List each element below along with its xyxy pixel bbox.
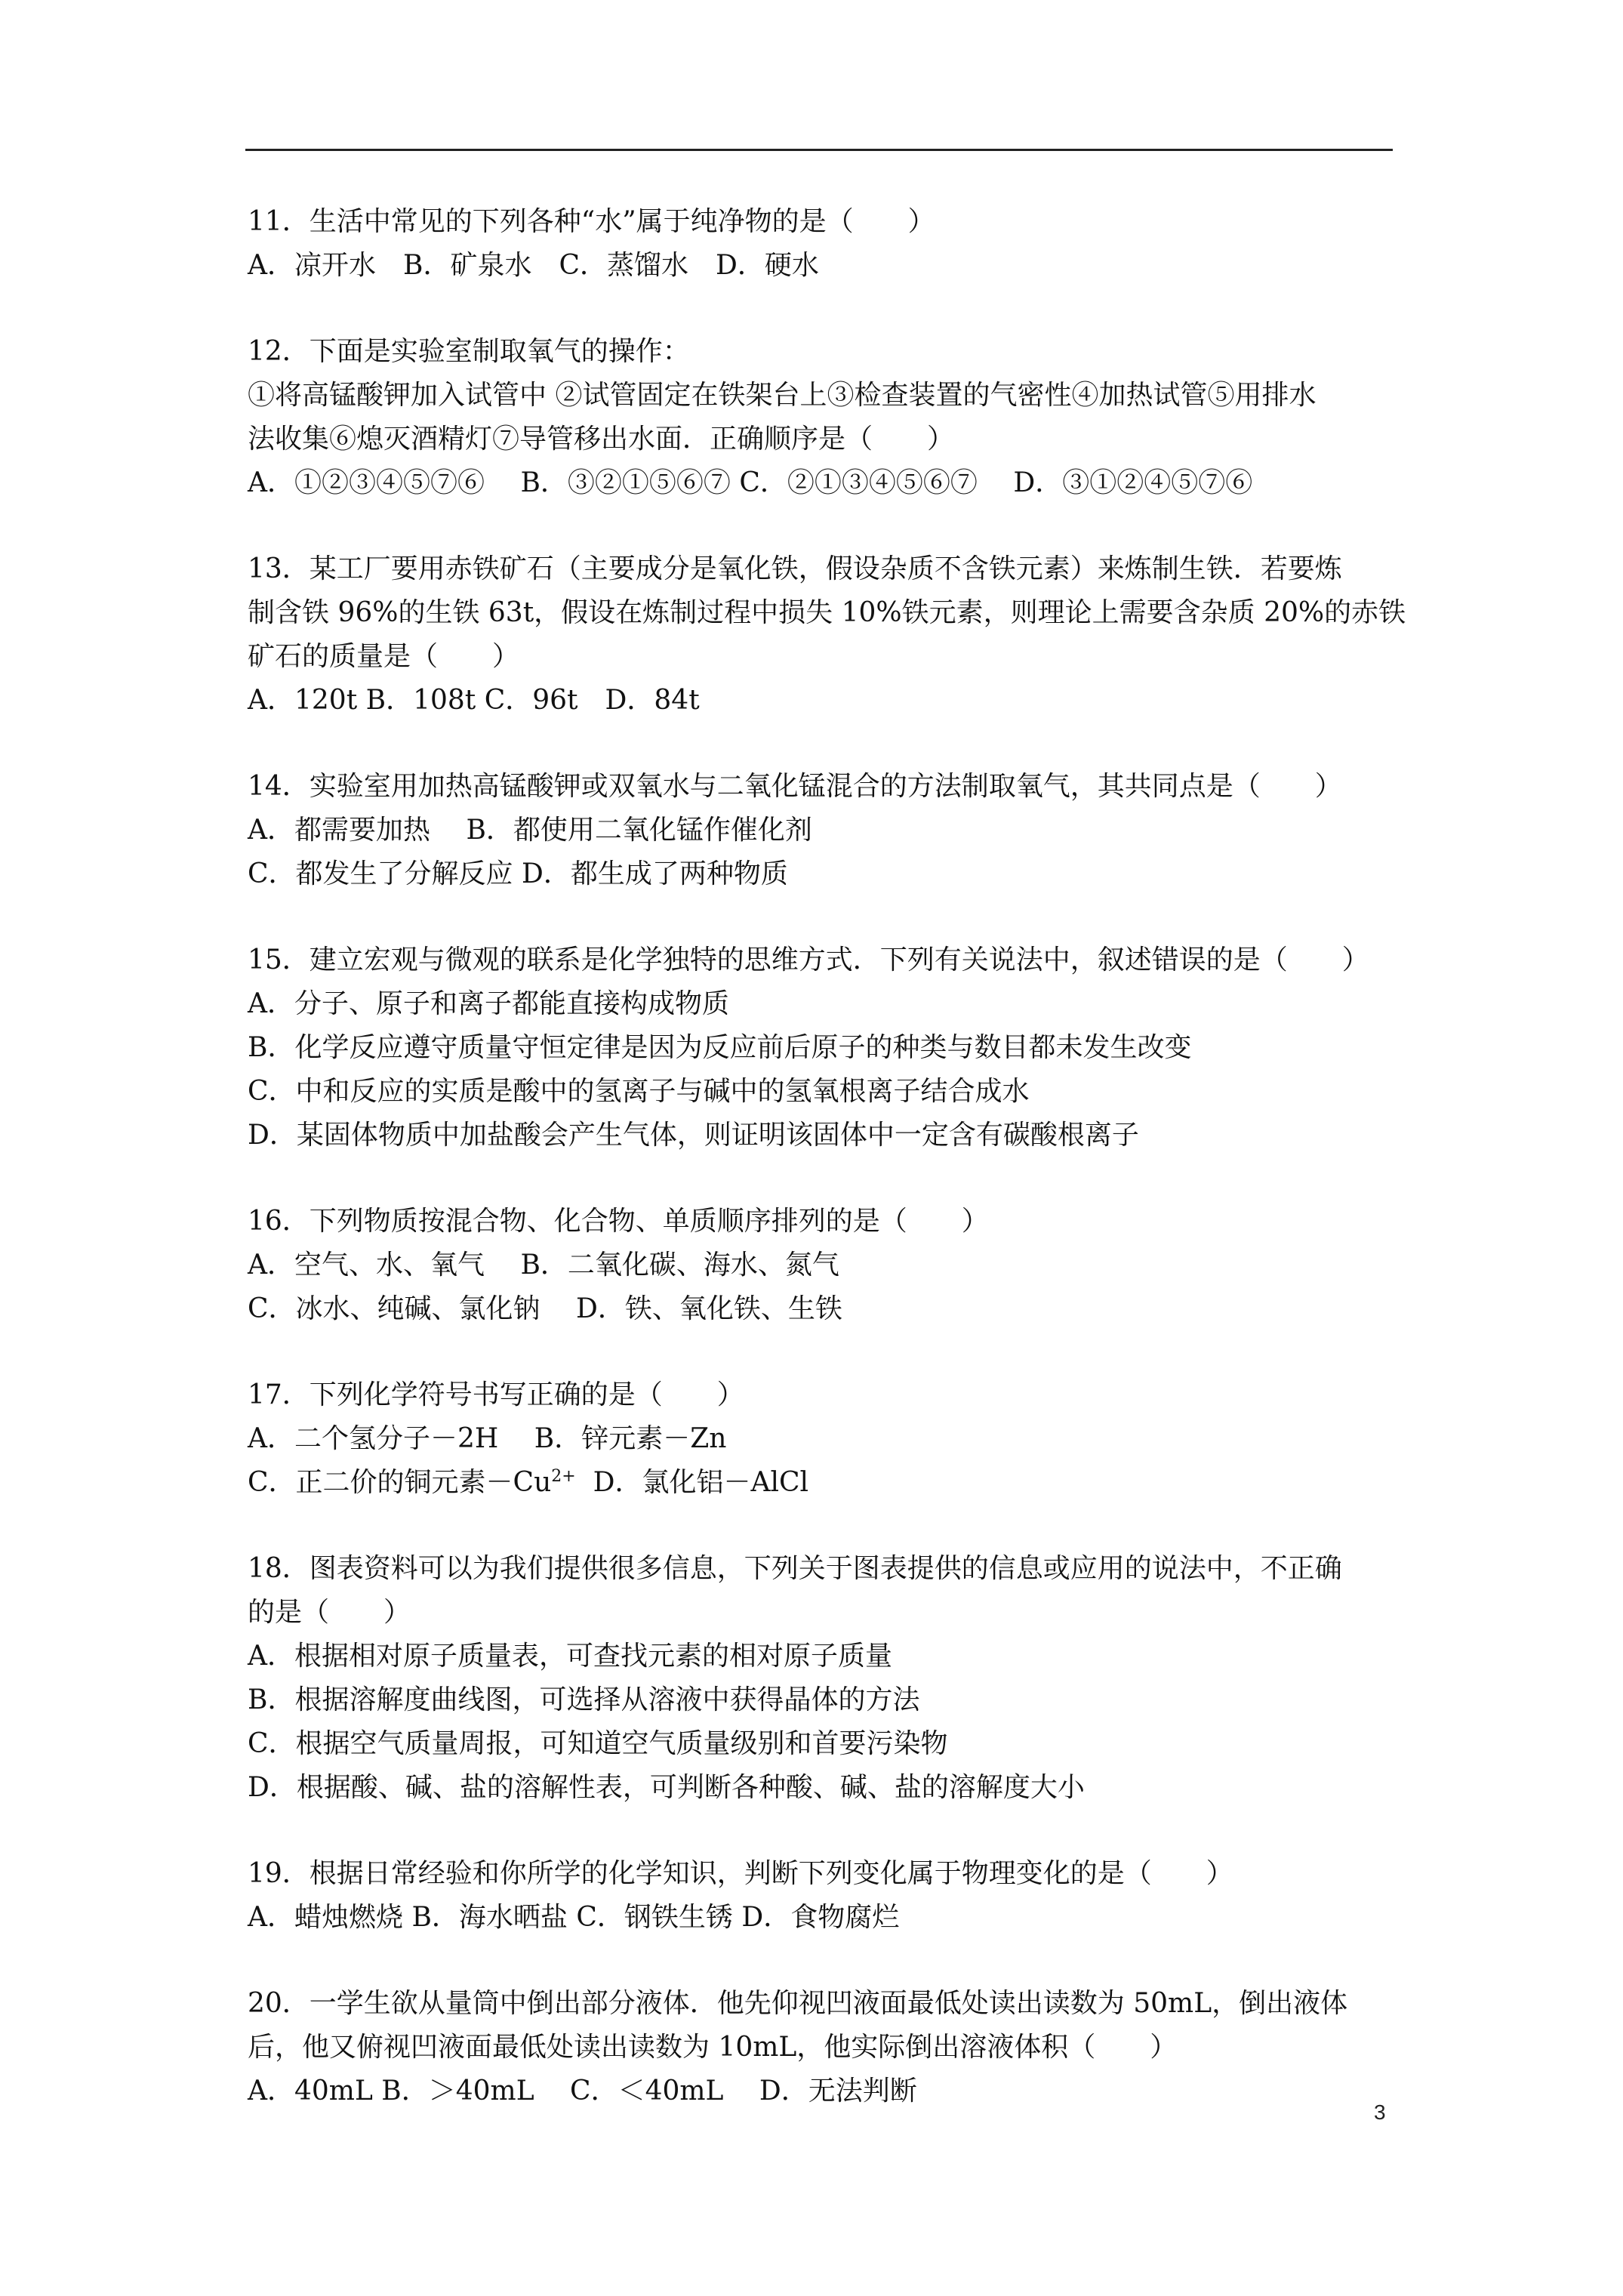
line-text: A．①②③④⑤⑦⑥ B．③②①⑤⑥⑦ C．②①③④⑤⑥⑦ D．③①②④⑤⑦⑥: [248, 467, 1253, 498]
line-text: 矿石的质量是（ ）: [248, 641, 520, 672]
question-stem: [248, 1547, 1395, 1591]
page-number: 3: [1374, 2100, 1386, 2124]
line-text: 制含铁 96%的生铁 63t，假设在炼制过程中损失 10%铁元素，则理论上需要含杂质 20%的赤铁: [248, 597, 1406, 628]
line-text: 18．图表资料可以为我们提供很多信息，下列关于图表提供的信息或应用的说法中，不正确: [248, 1553, 1342, 1584]
line-text: 15．建立宏观与微观的联系是化学独特的思维方式．下列有关说法中，叙述错误的是（ ）: [248, 945, 1369, 975]
question-line: [248, 418, 1395, 461]
question-line: [248, 591, 1406, 635]
question-q16: [248, 1200, 1395, 1331]
question-line: [248, 461, 1395, 505]
question-stem: [248, 938, 1395, 982]
line-text-continued: D．氯化铝－AlCl: [575, 1467, 809, 1498]
line-text: B．根据溶解度曲线图，可选择从溶液中获得晶体的方法: [248, 1684, 920, 1715]
question-line: [248, 1722, 1395, 1766]
line-text: A．蜡烛燃烧 B．海水晒盐 C．钢铁生锈 D．食物腐烂: [248, 1902, 900, 1933]
question-line: [248, 1026, 1395, 1070]
line-text: A．根据相对原子质量表，可查找元素的相对原子质量: [248, 1641, 892, 1672]
question-line: [248, 1896, 1395, 1940]
line-text: 的是（ ）: [248, 1597, 411, 1628]
question-line: [248, 2069, 1395, 2113]
line-text: C．中和反应的实质是酸中的氢离子与碱中的氢氧根离子结合成水: [248, 1076, 1030, 1107]
question-stem: [248, 1852, 1395, 1896]
question-q13: [248, 547, 1406, 723]
line-text: B．化学反应遵守质量守恒定律是因为反应前后原子的种类与数目都未发生改变: [248, 1032, 1192, 1063]
header-rule: [245, 149, 1393, 151]
question-q19: [248, 1852, 1395, 1940]
question-line: [248, 1591, 1395, 1635]
question-stem: [248, 330, 1395, 374]
question-stem: [248, 547, 1395, 591]
question-q17: [248, 1373, 1395, 1505]
line-text: A．空气、水、氧气 B．二氧化碳、海水、氮气: [248, 1250, 839, 1281]
question-line: [248, 679, 1395, 723]
line-text: A．凉开水 B．矿泉水 C．蒸馏水 D．硬水: [248, 250, 819, 281]
line-text: A．都需要加热 B．都使用二氧化锰作催化剂: [248, 815, 812, 846]
question-stem: [248, 765, 1395, 809]
question-q14: [248, 765, 1395, 896]
line-text: A．二个氢分子－2H B．锌元素－Zn: [248, 1423, 727, 1454]
question-stem: [248, 1373, 1395, 1417]
question-stem: [248, 1982, 1395, 2026]
question-line: [248, 1417, 1395, 1461]
line-text: 19．根据日常经验和你所学的化学知识，判断下列变化属于物理变化的是（ ）: [248, 1858, 1233, 1889]
line-text: 20．一学生欲从量筒中倒出部分液体．他先仰视凹液面最低处读出读数为 50mL，倒出液体: [248, 1988, 1348, 2019]
line-text: 11．生活中常见的下列各种“水”属于纯净物的是（ ）: [248, 206, 935, 237]
question-q18: [248, 1547, 1395, 1810]
question-q20: [248, 1982, 1395, 2113]
line-text: C．冰水、纯碱、氯化钠 D．铁、氧化铁、生铁: [248, 1293, 842, 1324]
question-list: [248, 200, 1406, 2156]
question-line: [248, 1461, 1395, 1505]
question-line: [248, 1244, 1395, 1287]
question-line: [248, 1635, 1395, 1678]
question-line: [248, 244, 1395, 288]
line-text: 14．实验室用加热高锰酸钾或双氧水与二氧化锰混合的方法制取氧气，其共同点是（ ）: [248, 771, 1342, 802]
question-line: [248, 1287, 1395, 1331]
line-text: C．根据空气质量周报，可知道空气质量级别和首要污染物: [248, 1728, 948, 1759]
question-line: [248, 374, 1395, 418]
question-q12: [248, 330, 1395, 505]
question-line: [248, 635, 1395, 679]
line-text: C．都发生了分解反应 D．都生成了两种物质: [248, 858, 788, 889]
question-line: [248, 852, 1395, 896]
line-text: 13．某工厂要用赤铁矿石（主要成分是氧化铁，假设杂质不含铁元素）来炼制生铁．若要炼: [248, 553, 1342, 584]
line-text: 16．下列物质按混合物、化合物、单质顺序排列的是（ ）: [248, 1206, 989, 1237]
line-text: 12．下面是实验室制取氧气的操作：: [248, 336, 690, 367]
question-line: [248, 1766, 1395, 1810]
line-text: 法收集⑥熄灭酒精灯⑦导管移出水面．正确顺序是（ ）: [248, 424, 955, 455]
line-text: A．分子、原子和离子都能直接构成物质: [248, 988, 729, 1019]
line-text: D．根据酸、碱、盐的溶解性表，可判断各种酸、碱、盐的溶解度大小: [248, 1772, 1085, 1803]
question-stem: [248, 1200, 1395, 1244]
line-text: D．某固体物质中加盐酸会产生气体，则证明该固体中一定含有碳酸根离子: [248, 1120, 1139, 1151]
question-line: [248, 1070, 1395, 1114]
question-q15: [248, 938, 1395, 1157]
question-line: [248, 1678, 1395, 1722]
line-text: 后，他又俯视凹液面最低处读出读数为 10mL，他实际倒出溶液体积（ ）: [248, 2032, 1178, 2063]
question-line: [248, 2026, 1395, 2069]
charge-superscript: 2+: [551, 1467, 576, 1486]
line-text: C．正二价的铜元素－Cu: [248, 1467, 552, 1498]
line-text: ①将高锰酸钾加入试管中 ②试管固定在铁架台上③检查装置的气密性④加热试管⑤用排水: [248, 380, 1317, 411]
question-stem: [248, 200, 1395, 244]
question-q11: [248, 200, 1395, 288]
line-text: A．120t B．108t C．96t D．84t: [248, 685, 700, 716]
line-text: 17．下列化学符号书写正确的是（ ）: [248, 1379, 744, 1410]
question-line: [248, 982, 1395, 1026]
question-line: [248, 1114, 1395, 1157]
question-line: [248, 809, 1395, 852]
line-text: A．40mL B．＞40mL C．＜40mL D．无法判断: [248, 2076, 917, 2106]
